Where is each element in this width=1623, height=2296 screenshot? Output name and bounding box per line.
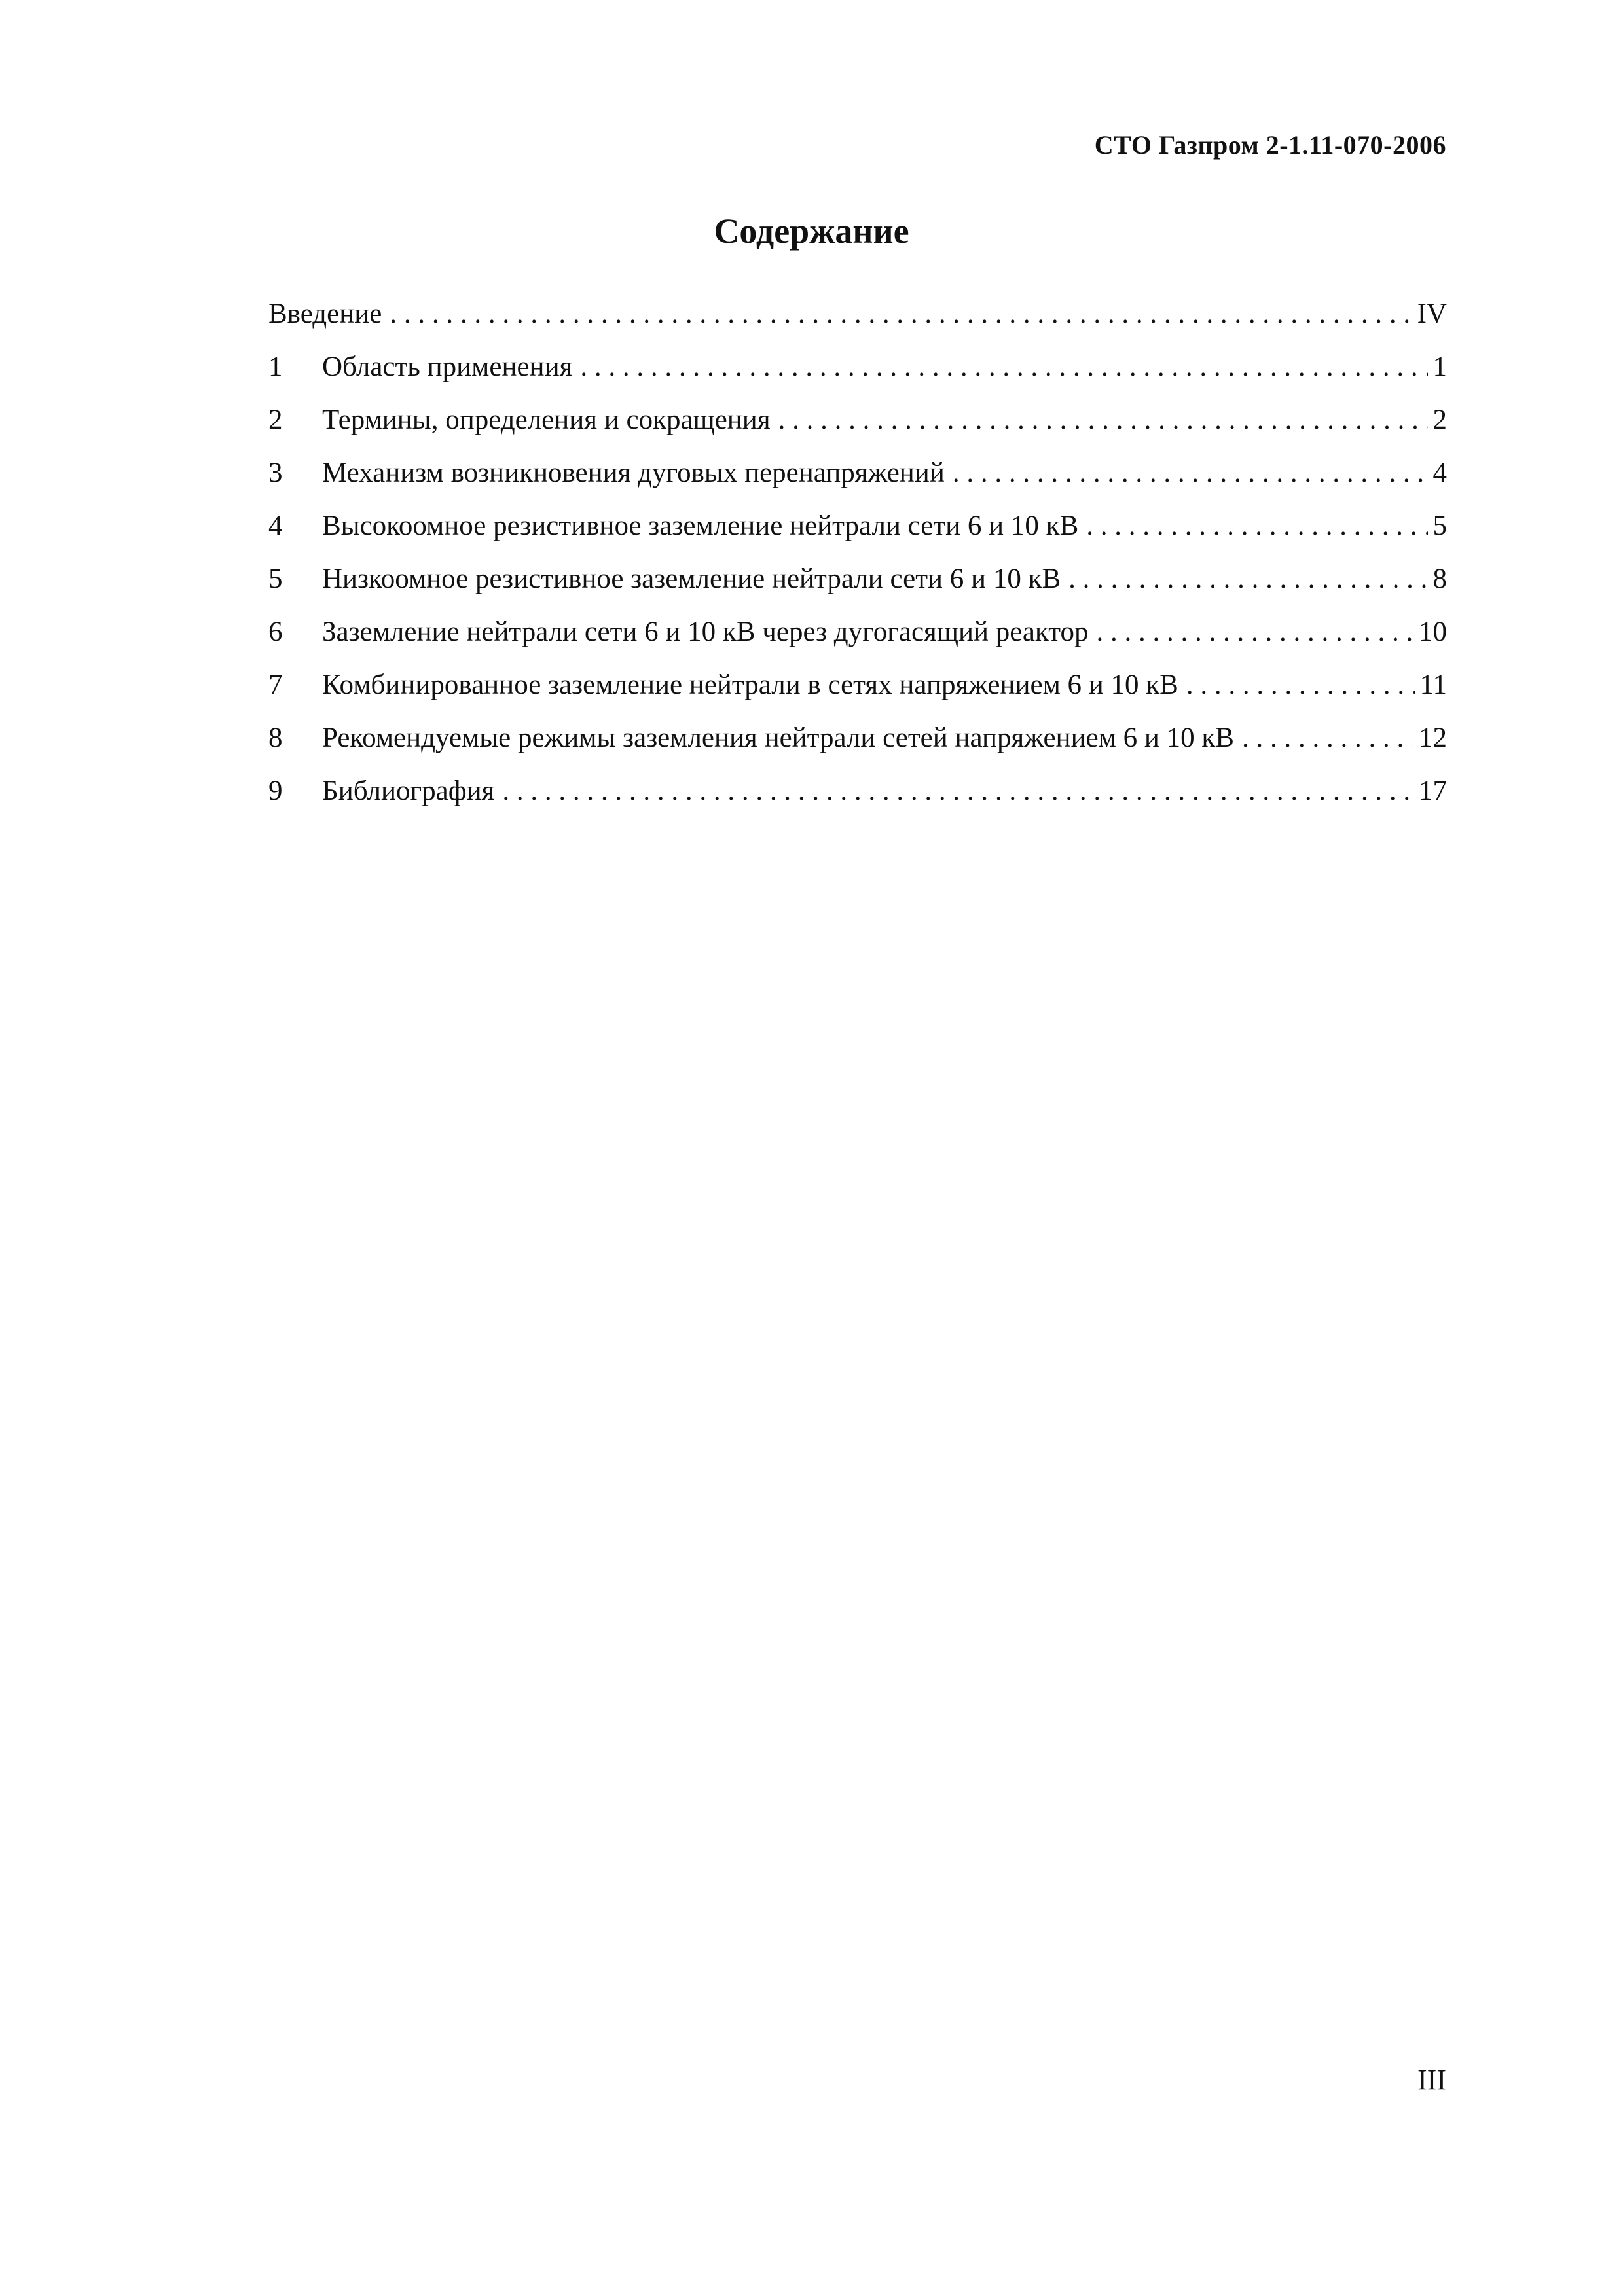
toc-item-page: 1: [1432, 351, 1447, 382]
toc-item-page: 11: [1419, 670, 1447, 700]
toc-leader-dots: [1068, 563, 1427, 595]
toc-item-number: 8: [268, 723, 283, 753]
toc-leader-dots: [580, 351, 1427, 383]
toc-item-number: 3: [268, 457, 283, 488]
toc-item-number: 4: [268, 511, 283, 541]
toc-item-9[interactable]: [268, 775, 1447, 828]
toc-leader-dots: [390, 298, 1412, 330]
toc-item-page: 8: [1432, 564, 1447, 594]
toc-item-6[interactable]: [268, 616, 1447, 669]
toc-item-label: Библиография: [322, 776, 495, 806]
toc-item-label: Механизм возникновения дуговых перенапряжений: [322, 457, 945, 488]
toc-item-label: Область применения: [322, 351, 573, 382]
toc-leader-dots: [778, 404, 1428, 436]
toc-leader-dots: [1242, 722, 1413, 754]
toc-item-number: 6: [268, 617, 283, 647]
toc-item-number: 5: [268, 564, 283, 594]
toc-item-1[interactable]: [268, 351, 1447, 404]
toc-item-page: 4: [1432, 457, 1447, 488]
page-number: III: [1417, 2064, 1446, 2096]
toc-item-introduction[interactable]: [268, 298, 1447, 351]
toc-leader-dots: [1096, 616, 1413, 648]
toc-item-4[interactable]: [268, 510, 1447, 563]
toc-item-page: 12: [1419, 723, 1447, 753]
document-code: СТО Газпром 2-1.11-070-2006: [1094, 130, 1446, 160]
toc-item-2[interactable]: [268, 404, 1447, 457]
toc-item-label: Термины, определения и сокращения: [322, 404, 771, 435]
toc-item-page: 17: [1419, 776, 1447, 806]
toc-item-3[interactable]: [268, 457, 1447, 510]
toc-leader-dots: [953, 457, 1428, 489]
toc-leader-dots: [1086, 510, 1427, 542]
table-of-contents: [268, 298, 1447, 828]
toc-item-label: Комбинированное заземление нейтрали в сетях напряжением 6 и 10 кВ: [322, 670, 1178, 700]
toc-item-label: Низкоомное резистивное заземление нейтрали сети 6 и 10 кВ: [322, 564, 1061, 594]
toc-item-page: IV: [1417, 298, 1447, 329]
toc-item-number: 1: [268, 351, 283, 382]
toc-item-8[interactable]: [268, 722, 1447, 775]
toc-item-label: Заземление нейтрали сети 6 и 10 кВ через дугогасящий реактор: [322, 617, 1089, 647]
toc-item-number: 9: [268, 776, 283, 806]
toc-item-number: 7: [268, 670, 283, 700]
toc-item-page: 2: [1432, 404, 1447, 435]
toc-title: Содержание: [714, 211, 909, 251]
toc-leader-dots: [1186, 669, 1415, 701]
toc-item-label: Высокоомное резистивное заземление нейтрали сети 6 и 10 кВ: [322, 511, 1079, 541]
toc-item-page: 5: [1432, 511, 1447, 541]
toc-item-label: Рекомендуемые режимы заземления нейтрали сетей напряжением 6 и 10 кВ: [322, 723, 1234, 753]
toc-item-label: Введение: [268, 298, 382, 329]
toc-item-5[interactable]: [268, 563, 1447, 616]
toc-leader-dots: [502, 775, 1413, 807]
toc-item-7[interactable]: [268, 669, 1447, 722]
toc-item-page: 10: [1419, 617, 1447, 647]
toc-item-number: 2: [268, 404, 283, 435]
